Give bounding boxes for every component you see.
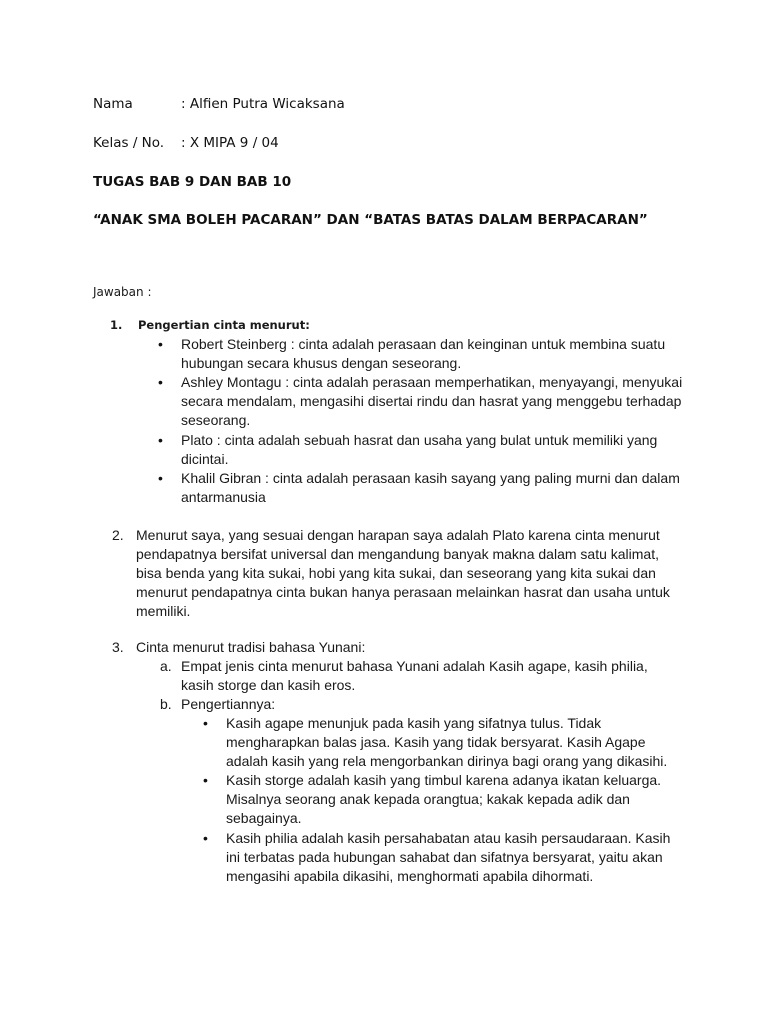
q3-bullet-3-line-3: mengasihi apabila dikasihi, menghormati apabila dihormati. (226, 868, 594, 884)
q3-bullet-2-line-1: Kasih storge adalah kasih yang timbul karena adanya ikatan keluarga. (226, 772, 662, 788)
nama-label: Nama (93, 96, 133, 112)
q1-bullet-2-line-2: secara mendalam, mengasihi disertai rindu dan hasrat yang menggebu terhadap (181, 393, 682, 409)
q1-number: 1. (110, 318, 123, 332)
bullet-icon: • (158, 470, 163, 486)
q3-bullet-1-line-3: adalah kasih yang rela mengorbankan dirinya bagi orang yang dikasihi. (226, 753, 668, 769)
bullet-icon: • (158, 374, 163, 390)
kelas-label: Kelas / No. (93, 135, 165, 151)
q3-bullet-2-line-2: Misalnya seorang anak kepada orangtua; kakak kepada adik dan (226, 791, 630, 807)
q3-bullet-3-line-1: Kasih philia adalah kasih persahabatan atau kasih persaudaraan. Kasih (226, 830, 671, 846)
q1-bullet-4-line-2: antarmanusia (181, 489, 266, 505)
q1-bullet-3-line-2: dicintai. (181, 451, 229, 467)
q3-a-line-2: kasih storge dan kasih eros. (181, 677, 356, 693)
q1-bullet-1-line-1: Robert Steinberg : cinta adalah perasaan dan keinginan untuk membina suatu (181, 336, 666, 352)
bullet-icon: • (203, 715, 208, 731)
q3-number: 3. (112, 639, 124, 655)
q1-bullet-2-line-1: Ashley Montagu : cinta adalah perasaan memperhatikan, menyayangi, menyukai (181, 374, 683, 390)
q3-bullet-2-line-3: sebagainya. (226, 810, 302, 826)
bullet-icon: • (203, 830, 208, 846)
q1-bullet-3-line-1: Plato : cinta adalah sebuah hasrat dan usaha yang bulat untuk memiliki yang (181, 432, 658, 448)
q3-bullet-3-line-2: ini terbatas pada hubungan sahabat dan sifatnya bersyarat, yaitu akan (226, 849, 663, 865)
q2-line-2: pendapatnya bersifat universal dan mengandung banyak makna dalam satu kalimat, (136, 546, 659, 562)
assignment-title: TUGAS BAB 9 DAN BAB 10 (93, 174, 292, 190)
q2-number: 2. (112, 527, 124, 543)
bullet-icon: • (158, 432, 163, 448)
topic-title: “ANAK SMA BOLEH PACARAN” DAN “BATAS BATAS DALAM BERPACARAN” (93, 212, 648, 228)
q2-line-5: memiliki. (136, 603, 191, 619)
q1-bullet-2-line-3: seseorang. (181, 412, 251, 428)
q2-line-3: bisa benda yang kita sukai, hobi yang kita sukai, dan seseorang yang kita sukai dan (136, 565, 656, 581)
q3-b-marker: b. (160, 696, 172, 712)
bullet-icon: • (158, 336, 163, 352)
kelas-value: : X MIPA 9 / 04 (181, 135, 279, 151)
q3-bullet-1-line-2: mengharapkan balas jasa. Kasih yang tidak bersyarat. Kasih Agape (226, 734, 646, 750)
q3-bullet-1-line-1: Kasih agape menunjuk pada kasih yang sifatnya tulus. Tidak (226, 715, 602, 731)
q3-title: Cinta menurut tradisi bahasa Yunani: (136, 639, 366, 655)
q3-a-line-1: Empat jenis cinta menurut bahasa Yunani adalah Kasih agape, kasih philia, (181, 658, 648, 674)
q1-title: Pengertian cinta menurut: (138, 318, 310, 332)
q2-line-1: Menurut saya, yang sesuai dengan harapan saya adalah Plato karena cinta menurut (136, 527, 660, 543)
q2-line-4: menurut pendapatnya cinta bukan hanya perasaan melainkan hasrat dan usaha untuk (136, 584, 670, 600)
nama-value: : Alfien Putra Wicaksana (181, 96, 345, 112)
q1-bullet-1-line-2: hubungan secara khusus dengan seseorang. (181, 355, 462, 371)
answers-label: Jawaban : (93, 285, 152, 299)
q1-bullet-4-line-1: Khalil Gibran : cinta adalah perasaan kasih sayang yang paling murni dan dalam (181, 470, 680, 486)
q3-b-title: Pengertiannya: (181, 696, 276, 712)
bullet-icon: • (203, 772, 208, 788)
q3-a-marker: a. (160, 658, 172, 674)
